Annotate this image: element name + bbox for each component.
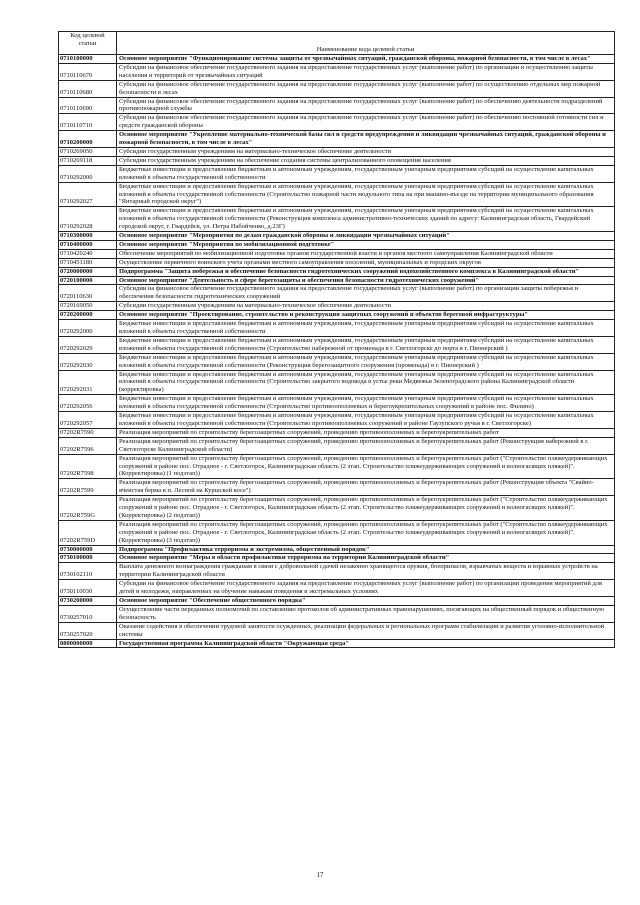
row-code: 07202R7590 <box>59 428 117 437</box>
table-body <box>59 55 615 648</box>
row-code: 0730257020 <box>59 622 117 639</box>
table-row <box>59 311 615 320</box>
row-name: Реализация мероприятий по строительству берегозащитных сооружений, проведению противооползневых и берегоукрепительных работ (Реконструкция объекта "Свайно-ячеистая берма в п. Лесной на Куршской косе") <box>117 479 615 496</box>
table-row <box>59 156 615 165</box>
table-row <box>59 520 615 545</box>
row-name: Бюджетные инвестиции и предоставление бюджетным и автономным учреждениям, государственным унитарным предприятиям субсидий на осуществление капитальных вложений в объекты государственной собственности (Строительство противооползневых и берегоукрепительных сооружений в районе пос. Филино) <box>117 395 615 412</box>
table-row <box>59 428 615 437</box>
row-name: Субсидии на финансовое обеспечение государственного задания на предоставление государственных услуг (выполнение работ) по организации и осуществлению защиты населения и территорий от чрезвычайных ситуаций <box>117 63 615 80</box>
table-row <box>59 412 615 429</box>
row-name: Бюджетные инвестиции и предоставление бюджетным и автономным учреждениям, государственным унитарным предприятиям субсидий на осуществление капитальных вложений в объекты государственной собственности (Реконструкция берегозащитного сооружения (променада) в г. Пионерский ) <box>117 353 615 370</box>
row-code: 0710269050 <box>59 147 117 156</box>
row-name: Основное мероприятие "Функционирование системы защиты от чрезвычайных ситуаций, гражданской обороны, пожарной безопасности, в том числе в лесах" <box>117 55 615 64</box>
row-name: Субсидии государственным учреждениям на обеспечение создания системы централизованного оповещения населения <box>117 156 615 165</box>
row-code: 0720110630 <box>59 285 117 302</box>
row-code: 0710110690 <box>59 97 117 114</box>
table-row <box>59 114 615 131</box>
row-name: Бюджетные инвестиции и предоставление бюджетным и автономным учреждениям, государственным унитарным предприятиям субсидий на осуществление капитальных вложений в объекты государственной собственности <box>117 320 615 337</box>
row-name: Субсидии на финансовое обеспечение государственного задания на предоставление государственных услуг (выполнение работ) по обеспечению постоянной готовности сил и средств гражданской обороны <box>117 114 615 131</box>
row-name: Реализация мероприятий по строительству берегозащитных сооружений, проведению противооползневых и берегоукрепительных работ <box>117 428 615 437</box>
row-code: 0720292057 <box>59 412 117 429</box>
table-row <box>59 554 615 563</box>
row-name: Субсидии государственным учреждениям на материально-техническое обеспечение деятельности <box>117 147 615 156</box>
row-name: Основное мероприятие "Деятельность в сфере берегозащиты и обеспечения безопасности гидротехнических сооружений" <box>117 276 615 285</box>
table-row <box>59 395 615 412</box>
row-code: 0710300000 <box>59 232 117 241</box>
row-name: Осуществление первичного воинского учета органами местного самоуправления поселений, муниципальных и городских округов <box>117 258 615 267</box>
row-code: 0720292029 <box>59 336 117 353</box>
row-code: 0710110710 <box>59 114 117 131</box>
table-row <box>59 336 615 353</box>
row-name: Выплата денежного вознаграждения гражданам в связи с добровольной сдачей незаконно хранящегося оружия, боеприпасов, взрывчатых веществ и взрывных устройств на территории Калининградской области <box>117 563 615 580</box>
row-name: Основное мероприятие "Обеспечение общественного порядка" <box>117 597 615 606</box>
row-code: 0730102110 <box>59 563 117 580</box>
table-row <box>59 131 615 148</box>
table-row <box>59 437 615 454</box>
row-name: Подпрограмма "Защита побережья и обеспечение безопасности гидротехнических сооружений водохозяйственного комплекса в Калининградской области" <box>117 267 615 276</box>
table-row <box>59 622 615 639</box>
row-name: Бюджетные инвестиции и предоставление бюджетным и автономным учреждениям, государственным унитарным предприятиям субсидий на осуществление капитальных вложений в объекты государственной собственности (Реконструкция комплекса административно-технических зданий по адресу: Калининградская область, Гвардейский городской округ, г. Гвардейск, ул. Петра Набойченко, д.23Г) <box>117 207 615 232</box>
row-name: Реализация мероприятий по строительству берегозащитных сооружений, проведению противооползневых и берегоукрепительных работ (Реконструкция набережной в г. Светлогорске Калининградской области) <box>117 437 615 454</box>
row-code: 0720292056 <box>59 395 117 412</box>
header-code: Код целевой статьи <box>59 32 117 55</box>
row-name: Реализация мероприятий по строительству берегозащитных сооружений, проведению противооползневых и берегоукрепительных работ ("Строительство пляжеудерживающих сооружений в районе пос. Отрадное - г. Светлогорск, Калининградская область (2 этап. Строительство пляжеудерживающих сооружений и волногасящих пляжей)". (Корректировка) (1 подэтап)) <box>117 454 615 479</box>
page-number: 17 <box>316 871 324 879</box>
row-code: 07202R759G <box>59 496 117 521</box>
row-code: 0710269118 <box>59 156 117 165</box>
table-row <box>59 370 615 395</box>
row-code: 0720292030 <box>59 353 117 370</box>
table-row <box>59 479 615 496</box>
table-row <box>59 249 615 258</box>
row-code: 0720200000 <box>59 311 117 320</box>
row-code: 0720292031 <box>59 370 117 395</box>
table-row <box>59 80 615 97</box>
table-row <box>59 285 615 302</box>
table-row <box>59 276 615 285</box>
row-name: Обеспечение мероприятий по мобилизационной подготовке органов государственной власти и органов местного самоуправления Калининградской области <box>117 249 615 258</box>
row-code: 07202R7598 <box>59 454 117 479</box>
row-name: Бюджетные инвестиции и предоставление бюджетным и автономным учреждениям, государственным унитарным предприятиям субсидий на осуществление капитальных вложений в объекты государственной собственности (Строительство набережной от променада в г. Светлогорске до порта в г. Пионерский ) <box>117 336 615 353</box>
table-row <box>59 320 615 337</box>
table-row <box>59 639 615 648</box>
row-name: Реализация мероприятий по строительству берегозащитных сооружений, проведению противооползневых и берегоукрепительных работ ("Строительство пляжеудерживающих сооружений в районе пос. Отрадное - г. Светлогорск, Калининградская область (2 этап. Строительство пляжеудерживающих сооружений и волногасящих пляжей)". (Корректировка) (3 подэтап)) <box>117 520 615 545</box>
row-code: 0730000000 <box>59 545 117 554</box>
row-code: 0710110680 <box>59 80 117 97</box>
table-row <box>59 258 615 267</box>
row-name: Основное мероприятие "Мероприятия по мобилизационной подготовке" <box>117 240 615 249</box>
row-name: Субсидии государственным учреждениям на материально-техническое обеспечение деятельности <box>117 302 615 311</box>
row-code: 0710292028 <box>59 207 117 232</box>
row-code: 0710200000 <box>59 131 117 148</box>
table-row <box>59 353 615 370</box>
row-name: Основное мероприятие "Укрепление материально-технической базы сил и средств предупреждения и ликвидации чрезвычайных ситуаций, гражданской обороны и пожарной безопасности, в том числе в лесах" <box>117 131 615 148</box>
table-row <box>59 597 615 606</box>
table-row <box>59 63 615 80</box>
row-name: Бюджетные инвестиции и предоставление бюджетным и автономным учреждениям, государственным унитарным предприятиям субсидий на осуществление капитальных вложений в объекты государственной собственности (Строительство противооползневых сооружений в районе Гаузупского ручья в г. Светлогорске) <box>117 412 615 429</box>
row-name: Осуществление части переданных полномочий по составлению протоколов об административных правонарушениях, посягающих на общественный порядок и общественную безопасность <box>117 605 615 622</box>
row-name: Государственная программа Калининградской области "Окружающая среда" <box>117 639 615 648</box>
row-name: Бюджетные инвестиции и предоставление бюджетным и автономным учреждениям, государственным унитарным предприятиям субсидий на осуществление капитальных вложений в объекты государственной собственности <box>117 165 615 182</box>
row-name: Субсидии на финансовое обеспечение государственного задания на предоставление государственных услуг (выполнение работ) по организации защиты побережья и обеспечения безопасности гидротехнических сооружений <box>117 285 615 302</box>
table-row <box>59 97 615 114</box>
table-row <box>59 580 615 597</box>
row-code: 0710400000 <box>59 240 117 249</box>
table-header <box>59 32 615 55</box>
row-code: 0730200000 <box>59 597 117 606</box>
row-name: Реализация мероприятий по строительству берегозащитных сооружений, проведению противооползневых и берегоукрепительных работ ("Строительство пляжеудерживающих сооружений в районе пос. Отрадное - г. Светлогорск, Калининградская область (2 этап. Строительство пляжеудерживающих сооружений и волногасящих пляжей)". (Корректировка) (2 подэтап)) <box>117 496 615 521</box>
row-code: 07202R759D <box>59 520 117 545</box>
row-code: 0730100000 <box>59 554 117 563</box>
row-code: 0720100000 <box>59 276 117 285</box>
table-row <box>59 302 615 311</box>
row-code: 0710420240 <box>59 249 117 258</box>
row-code: 0710292000 <box>59 165 117 182</box>
target-articles-table <box>58 31 615 648</box>
table-row <box>59 454 615 479</box>
table-row <box>59 545 615 554</box>
row-name: Оказание содействия в обеспечении трудовой занятости осужденных, реализации федеральных и региональных программ стабилизации и развития уголовно-исполнительной системы <box>117 622 615 639</box>
row-code: 0720000000 <box>59 267 117 276</box>
table-row <box>59 165 615 182</box>
row-code: 0710110670 <box>59 63 117 80</box>
row-code: 07202R7599 <box>59 479 117 496</box>
row-name: Основное мероприятие "Проектирование, строительство и реконструкция защитных сооружений и объектов береговой инфраструктуры" <box>117 311 615 320</box>
row-name: Бюджетные инвестиции и предоставление бюджетным и автономным учреждениям, государственным унитарным предприятиям субсидий на осуществление капитальных вложений в объекты государственной собственности (Строительство закрытого водовода в устье реки Медвежья Зеленоградского района Калининградской области (корректировка) <box>117 370 615 395</box>
table-row <box>59 232 615 241</box>
table-row <box>59 496 615 521</box>
table-row <box>59 267 615 276</box>
table-row <box>59 182 615 207</box>
row-code: 07202R7596 <box>59 437 117 454</box>
header-name: Наименование кода целевой статьи <box>117 32 615 55</box>
table-row <box>59 605 615 622</box>
row-name: Субсидии на финансовое обеспечение государственного задания на предоставление государственных услуг (выполнение работ) по осуществлению отдельных мер пожарной безопасности в лесах <box>117 80 615 97</box>
document-sheet <box>58 31 614 648</box>
row-name: Подпрограмма "Профилактика терроризма и экстремизма, общественный порядок" <box>117 545 615 554</box>
row-code: 0800000000 <box>59 639 117 648</box>
row-name: Субсидии на финансовое обеспечение государственного задания на предоставление государственных услуг (выполнение работ) по обеспечению деятельности подразделений противопожарной службы <box>117 97 615 114</box>
table-row <box>59 55 615 64</box>
table-row <box>59 207 615 232</box>
row-name: Бюджетные инвестиции и предоставление бюджетным и автономным учреждениям, государственным унитарным предприятиям субсидий на осуществление капитальных вложений в объекты государственной собственности (Строительство пожарной части модульного типа на при машино-въезде на территории муниципального образования "Янтарный городской округ") <box>117 182 615 207</box>
row-code: 0730257010 <box>59 605 117 622</box>
row-code: 0730110030 <box>59 580 117 597</box>
row-code: 0710100000 <box>59 55 117 64</box>
row-name: Основное мероприятие "Мероприятия по делам гражданской обороны и ликвидации чрезвычайных ситуаций" <box>117 232 615 241</box>
row-name: Основное мероприятие "Меры в области профилактики терроризма на территории Калининградской области" <box>117 554 615 563</box>
row-code: 0710292027 <box>59 182 117 207</box>
row-code: 0720169050 <box>59 302 117 311</box>
table-row <box>59 563 615 580</box>
table-row <box>59 147 615 156</box>
row-code: 0710451180 <box>59 258 117 267</box>
row-code: 0720292000 <box>59 320 117 337</box>
row-name: Субсидии на финансовое обеспечение государственного задания на предоставление государственных услуг (выполнение работ) по организации проведения мероприятий для детей и молодежи, направленных на обучение навыкам поведения в экстремальных условиях <box>117 580 615 597</box>
table-row <box>59 240 615 249</box>
